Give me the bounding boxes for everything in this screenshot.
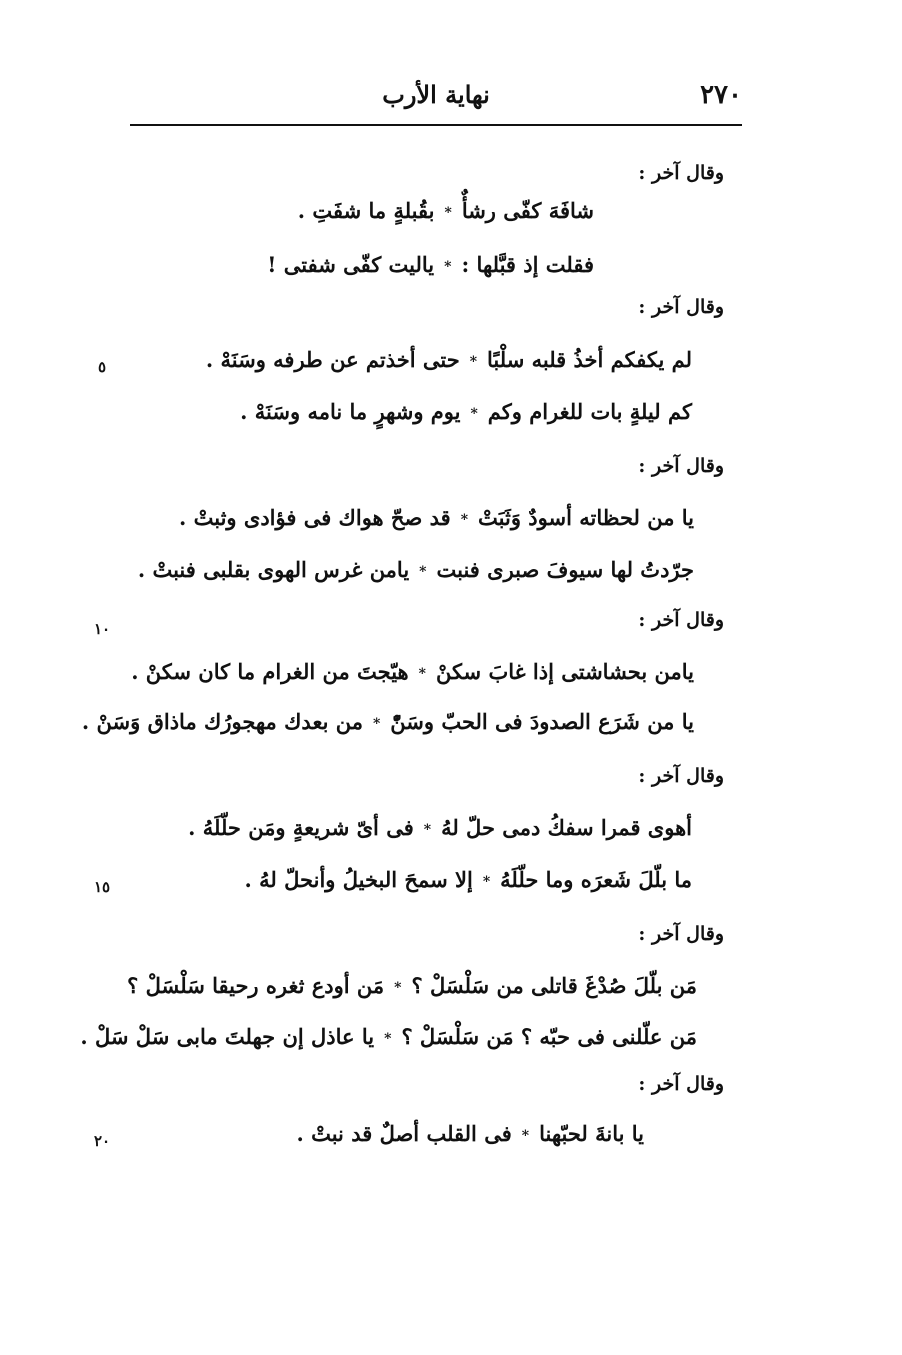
verse-separator: *	[444, 204, 452, 221]
verse-line	[298, 196, 594, 228]
verse-second-hemistich: فى أىّ شريعةٍ ومَن حلّلَهُ .	[188, 815, 414, 840]
verse-second-hemistich: حتى أخذتم عن طرفه وسَنَهْ .	[205, 347, 460, 372]
verse-separator: *	[482, 873, 491, 890]
verse-separator: *	[372, 715, 381, 732]
verse-first-hemistich: يا بانةَ لحبّهنا	[539, 1121, 644, 1146]
section-intro: وقال آخر :	[638, 609, 724, 631]
verse-line	[296, 1119, 644, 1151]
verse-line	[127, 971, 697, 1003]
verse-first-hemistich: جرّدتُ لها سيوفَ صبرى فنبت	[436, 557, 694, 582]
verse-second-hemistich: بقُبلةٍ ما شفَتِ .	[297, 198, 435, 223]
verse-line	[138, 555, 694, 587]
margin-line-number: ٥	[98, 358, 107, 376]
page-header	[130, 70, 742, 126]
verse-separator: *	[384, 1030, 392, 1047]
verse-first-hemistich: يا من شَرَع الصدودَ فى الحبّ وسَنّْ	[390, 709, 694, 734]
verse-line	[131, 657, 694, 689]
verse-separator: *	[460, 511, 469, 528]
verse-second-hemistich: يوم وشهرٍ ما نامه وسَنَهْ .	[240, 399, 461, 424]
verse-separator: *	[423, 821, 432, 838]
verse-first-hemistich: يا من لحظاته أسودٌ وَثَبَتْ	[478, 505, 694, 530]
verse-separator: *	[418, 665, 426, 682]
verse-second-hemistich: ياليت كفّى شفتى !	[267, 252, 435, 277]
verse-first-hemistich: ما بلّلَ شَعرَه وما حلّلَهُ	[500, 867, 692, 892]
verse-line	[240, 397, 692, 429]
margin-line-number: ١٠	[94, 620, 111, 638]
verse-line	[82, 707, 694, 739]
verse-separator: *	[521, 1127, 530, 1144]
section-intro: وقال آخر :	[638, 162, 724, 184]
verse-separator: *	[394, 979, 402, 996]
verse-first-hemistich: فقلت إذ قبَّلها :	[461, 252, 594, 277]
verse-second-hemistich: يامن غرس الهوى بقلبى فنبتْ .	[137, 557, 410, 582]
section-intro: وقال آخر :	[638, 455, 724, 477]
verse-line	[80, 1022, 697, 1054]
verse-separator: *	[444, 258, 452, 275]
section-intro: وقال آخر :	[638, 296, 724, 318]
margin-line-number: ١٥	[94, 878, 111, 896]
section-intro: وقال آخر :	[638, 1073, 724, 1095]
verse-first-hemistich: يامن بحشاشتى إذا غابَ سكنْ	[435, 659, 694, 684]
verse-second-hemistich: هيّجتَ من الغرام ما كان سكنْ .	[131, 659, 409, 684]
verse-second-hemistich: فى القلب أصلٌ قد نبتْ .	[296, 1121, 512, 1146]
verse-second-hemistich: إلا سمحَ البخيلُ وأنحلّ لهُ .	[244, 867, 473, 892]
verse-line	[179, 503, 694, 535]
verse-second-hemistich: قد صحّ هواك فى فؤادى وثبتْ .	[179, 505, 451, 530]
verse-line	[267, 250, 594, 282]
verse-line	[245, 865, 692, 897]
verse-line	[188, 813, 692, 845]
running-title: نهاية الأرب	[382, 80, 490, 109]
verse-first-hemistich: شافَهَ كفّى رشأٌ	[461, 198, 594, 223]
verse-line	[206, 345, 692, 377]
verse-separator: *	[470, 405, 478, 422]
verse-second-hemistich: يا عاذل إن جهلتَ مابى سَلْ سَلْ .	[80, 1024, 375, 1049]
margin-line-number: ٢٠	[94, 1132, 111, 1150]
verse-first-hemistich: أهوى قمرا سفكُ دمى حلّ لهُ	[441, 815, 692, 840]
verse-first-hemistich: كم ليلةٍ بات للغرام وكم	[487, 399, 692, 424]
verse-first-hemistich: مَن علّلنى فى حبّه ؟ مَن سَلْسَلْ ؟	[401, 1024, 697, 1049]
verse-separator: *	[419, 563, 427, 580]
verse-first-hemistich: لم يكفكم أخذُ قلبه سلْبًا	[487, 347, 692, 372]
verse-second-hemistich: من بعدك مهجورُك ماذاق وَسَنْ .	[81, 709, 363, 734]
verse-second-hemistich: مَن أودع ثغره رحيقا سَلْسَلْ ؟	[127, 973, 385, 998]
verse-first-hemistich: مَن بلّلَ صُدْغَ قاتلى من سَلْسَلْ ؟	[411, 973, 697, 998]
section-intro: وقال آخر :	[638, 765, 724, 787]
section-intro: وقال آخر :	[638, 923, 724, 945]
page-number: ٢٧٠	[700, 80, 742, 110]
header-rule	[130, 124, 742, 126]
verse-separator: *	[469, 353, 478, 370]
